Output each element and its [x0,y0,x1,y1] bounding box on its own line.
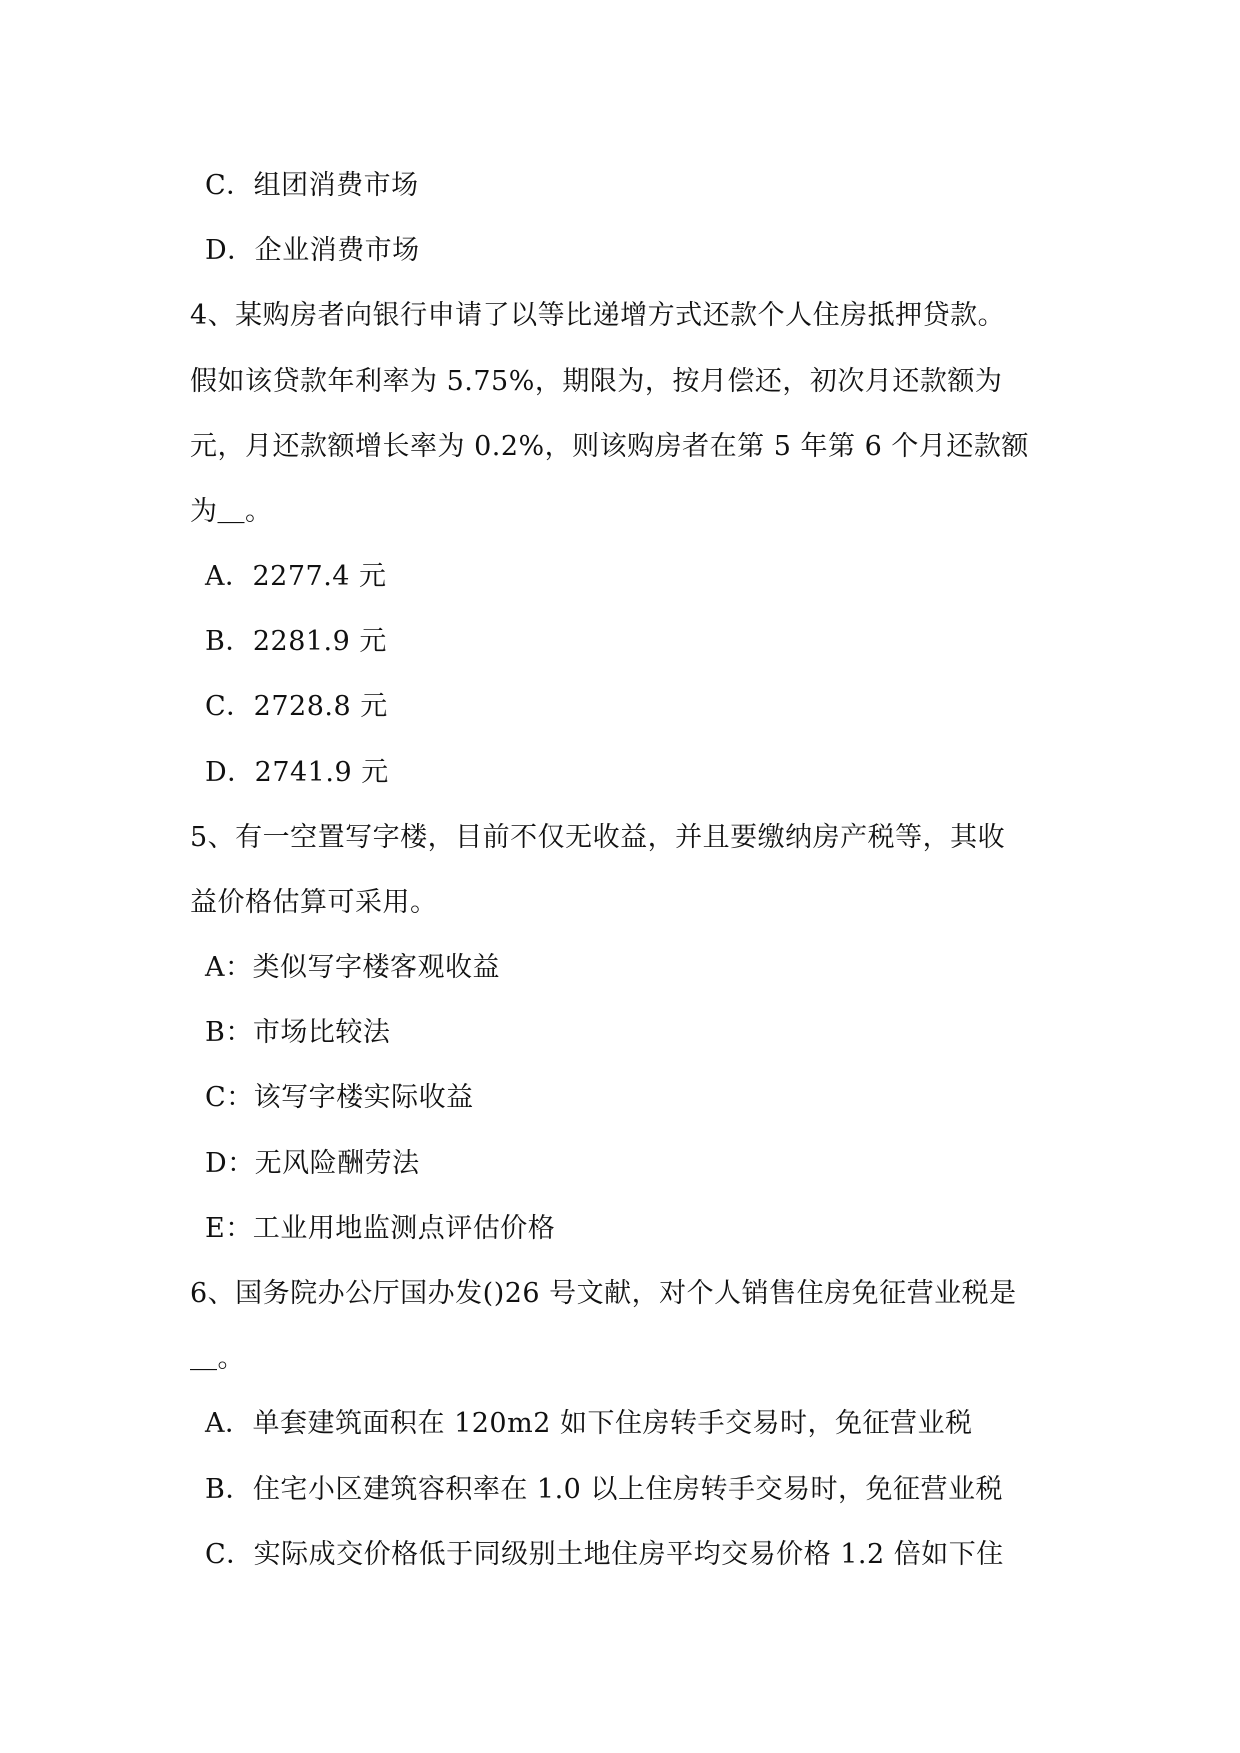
q6-option-c: C．实际成交价格低于同级别土地住房平均交易价格 1.2 倍如下住 [205,1539,1004,1570]
q5-option-a: A：类似写字楼客观收益 [205,952,500,983]
q6-stem-line-2: ＿。 [190,1343,245,1374]
q5-option-d: D：无风险酬劳法 [205,1148,420,1179]
q6-option-b: B．住宅小区建筑容积率在 1.0 以上住房转手交易时，免征营业税 [205,1474,1003,1505]
q4-option-d: D．2741.9 元 [205,757,389,788]
q5-option-b: B：市场比较法 [205,1017,391,1048]
q4-option-c: C．2728.8 元 [205,691,388,722]
q5-stem-line-1: 5、有一空置写字楼，目前不仅无收益，并且要缴纳房产税等，其收 [190,822,1006,853]
q6-stem-line-1: 6、国务院办公厅国办发()26 号文献，对个人销售住房免征营业税是 [190,1278,1017,1309]
q5-option-c: C：该写字楼实际收益 [205,1082,474,1113]
q5-stem-line-2: 益价格估算可采用。 [190,887,438,918]
q5-option-e: E：工业用地监测点评估价格 [205,1213,556,1244]
q4-stem-line-2: 假如该贷款年利率为 5.75%，期限为，按月偿还，初次月还款额为 [190,366,1003,397]
q3-option-d: D．企业消费市场 [205,235,420,266]
q4-option-a: A．2277.4 元 [205,561,387,592]
q4-stem-line-3: 元，月还款额增长率为 0.2%，则该购房者在第 5 年第 6 个月还款额 [190,431,1029,462]
q4-option-b: B．2281.9 元 [205,626,387,657]
q4-stem-line-4: 为＿。 [190,496,273,527]
q6-option-a: A．单套建筑面积在 120m2 如下住房转手交易时，免征营业税 [205,1408,973,1439]
q4-stem-line-1: 4、某购房者向银行申请了以等比递增方式还款个人住房抵押贷款。 [190,300,1006,331]
q3-option-c: C．组团消费市场 [205,170,419,201]
